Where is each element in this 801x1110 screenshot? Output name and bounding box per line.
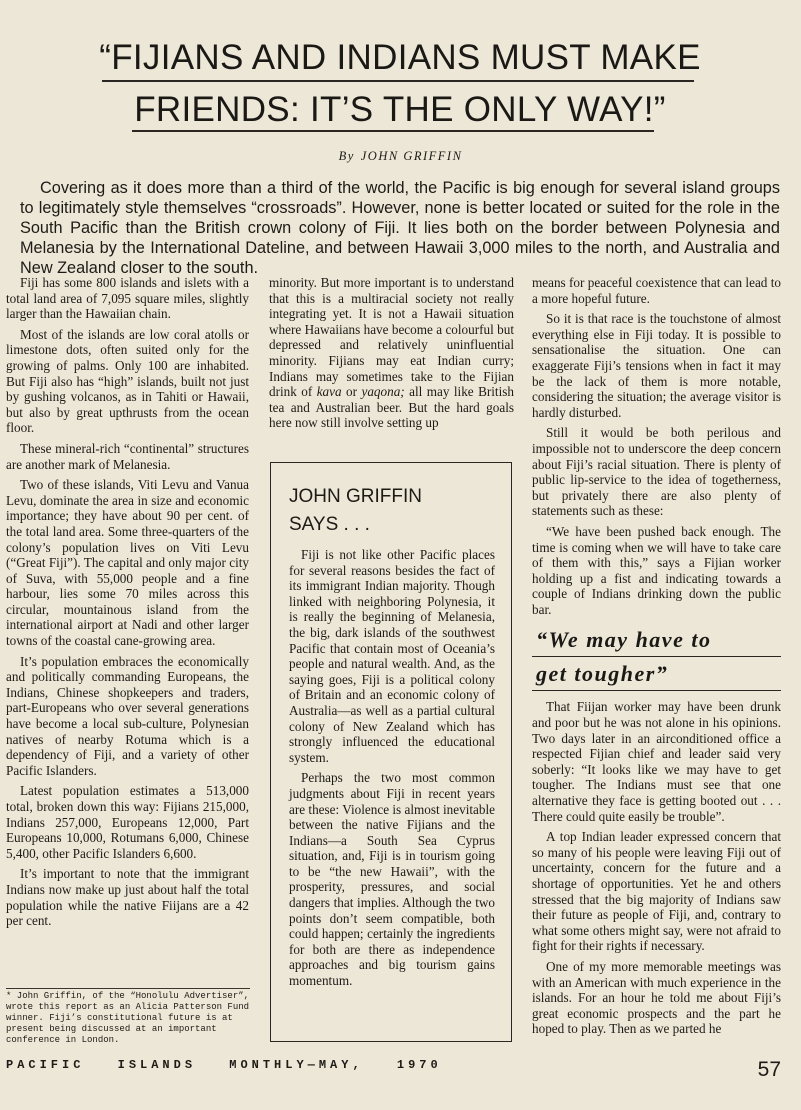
paragraph: One of my more memorable meetings was with an American with much experience in the islands. For an hour he told me about Fiji’s great economic prospects and the part he hoped to play. Then as we parted he	[532, 958, 781, 1037]
paragraph: Latest population estimates a 513,000 total, broken down this way: Fijians 215,000, Indians 257,000, Europeans 12,000, Part Europeans 10,000, Rotumans 6,000, Chinese 5,400, other Pacific Islanders 6,600.	[6, 783, 249, 861]
paragraph: Two of these islands, Viti Levu and Vanua Levu, dominate the area in size and economic importance; they have about 90 per cent. of the total land area. Some three-quarters of the colony’s population lives on Viti Levu (“Great Fiji”). The capital and only major city of Suva, with 55,000 people and a fine harbour, lies some 70 miles across this circular, mountainous island from the international airport at Nadi and other larger towns of the coastal cane-growing area.	[6, 477, 249, 649]
paragraph-text: minority. But more important is to understand that this is a multiracial society not really integrating yet. It is not a Hawaii situation where Hawaiians have become a colourful but depressed and relatively uninfluential minority. Fijians may eat Indian curry; Indians may sometimes take to the Fijian drink of	[269, 275, 514, 400]
paragraph: Fiji has some 800 islands and islets with a total land area of 7,095 square miles, slightly larger than the Hawaiian chain.	[6, 275, 249, 322]
paragraph: That Fiijan worker may have been drunk and poor but he was not alone in his opinions. Two days later in an airconditioned office a respected Fijian chief and leader said very soberly: “It looks like we may have to get tougher. The Indians must see that one alternative they face is getting booted out . . . There could quite easily be trouble”.	[532, 699, 781, 824]
standfirst-intro: Covering as it does more than a third of the world, the Pacific is big enough for several island groups to legitimately style themselves “crossroads”. However, none is better located or suited for the role in the South Pacific than the British crown colony of Fiji. It lies both on the border between Polynesia and Melanesia by the International Dateline, and between Hawaii 3,000 miles to the north, and Australia and New Zealand closer to the south.	[20, 179, 780, 277]
running-footer	[6, 1058, 546, 1072]
paragraph: So it is that race is the touchstone of almost everything else in Fiji today. It is possible to sensationalise the situation. One can exaggerate Fiji’s tensions when in fact it may be the lack of them is more notable, considering the situation; the average visitor is hardly disturbed.	[532, 311, 781, 420]
byline	[0, 149, 801, 164]
paragraph: “We have been pushed back enough. The time is coming when we will have to take care of them with this,” says a Fijian worker holding up a fist and indicating towards a couple of Indians drinking down the public bar.	[532, 523, 781, 617]
paragraph: It’s population embraces the economically and politically commanding Europeans, the Indians, Chinese shopkeepers and traders, part-Europeans who over several generations have become a local sub-culture, Polynesian natives of nearby Rotuma which is a dependency of Fiji, and a variety of other Pacific Islanders.	[6, 653, 249, 778]
pull-quote	[532, 623, 781, 691]
headline-line-1: “FIJIANS AND INDIANS MUST MAKE	[99, 38, 701, 77]
headline-rule-2	[132, 130, 654, 132]
italic-term-yaqona: yaqona;	[361, 384, 405, 400]
page-number: 57	[757, 1058, 781, 1081]
paragraph-text: all may like British tea and Australian beer. But the hard goals here now still involve setting up	[269, 384, 514, 431]
paragraph: A top Indian leader expressed concern that so many of his people were leaving Fiji out of uncertainty, concern for the future and a shortage of opportunities. Yet he and others stressed that the big majority of Indians saw their future as people of Fiji, and, contrary to what some others might say, were not afraid to fight for their rights if necessary.	[532, 829, 781, 954]
author-footnote: * John Griffin, of the “Honolulu Advertiser”, wrote this report as an Alicia Patterson Fund winner. Fiji’s constitutional future is at present being discussed at an important conference in London.	[6, 988, 250, 1046]
pull-quote-line-2: get tougher”	[532, 657, 781, 691]
byline-prefix: By	[338, 149, 355, 163]
paragraph	[269, 275, 514, 431]
pull-quote-line-1: “We may have to	[532, 623, 781, 657]
paragraph: Most of the islands are low coral atolls or limestone dots, often suited only for the growing of palms. Only 100 are inhabited. But Fiji also has “high” islands, built not just by gushing volcanos, as in Tahiti or Hawaii, but also by great upthrusts from the ocean floor.	[6, 326, 249, 436]
footer-word: MONTHLY—MAY,	[229, 1058, 364, 1072]
headline-line-2: FRIENDS: IT’S THE ONLY WAY!”	[134, 90, 666, 129]
sidebar-box	[270, 462, 512, 1042]
italic-term-kava: kava	[316, 384, 342, 400]
conjunction: or	[341, 384, 362, 400]
footer-word: ISLANDS	[117, 1058, 197, 1072]
paragraph: Still it would be both perilous and impossible not to underscore the deep concern about Fiji’s racial situation. There is plenty of public lip-service to the idea of togetherness, but privately there are also plenty of statements such as these:	[532, 425, 781, 519]
sidebar-paragraph: Fiji is not like other Pacific places for several reasons besides the fact of its immigrant Indian majority. Though linked with neighboring Polynesia, it is really the beginning of Melanesia, the big, dark islands of the southwest Pacific that contain most of Oceania’s people and natural wealth. And, as the saying goes, Fiji is a political colony of Britain and an economic colony of Australia—as well as a partial cultural colony of New Zealand which has strongly influenced the educational system.	[289, 547, 495, 765]
footer-word: PACIFIC	[6, 1058, 85, 1072]
paragraph: These mineral-rich “continental” structures are another mark of Melanesia.	[6, 440, 249, 472]
article-column-1	[6, 275, 249, 934]
sidebar-paragraph: Perhaps the two most common judgments about Fiji in recent years are these: Violence is almost inevitable between the native Fijians and the Indians—a South Sea Cyprus situation, and, Fiji is in tourism going to be “the new Hawaii”, with the prosperity, pressures, and social dangers that implies. Although the two points don’t seem compatible, both could happen; certainly the ingredients for both are there as independence approaches and big tourism gains momentum.	[289, 770, 495, 989]
article-column-3	[532, 275, 781, 1042]
headline-rule-1	[102, 80, 694, 82]
paragraph: means for peaceful coexistence that can lead to a more hopeful future.	[532, 275, 781, 306]
sidebar-title-line-1: JOHN GRIFFIN	[289, 486, 422, 507]
byline-author: JOHN GRIFFIN	[360, 149, 463, 163]
paragraph: It’s important to note that the immigrant Indians now make up just about half the total population while the native Fiijans are a 42 per cent.	[6, 866, 249, 929]
sidebar-title-line-2: SAYS . . .	[289, 514, 370, 535]
footer-word: 1970	[396, 1058, 442, 1072]
sidebar-title	[289, 483, 495, 539]
article-column-2	[269, 275, 514, 436]
